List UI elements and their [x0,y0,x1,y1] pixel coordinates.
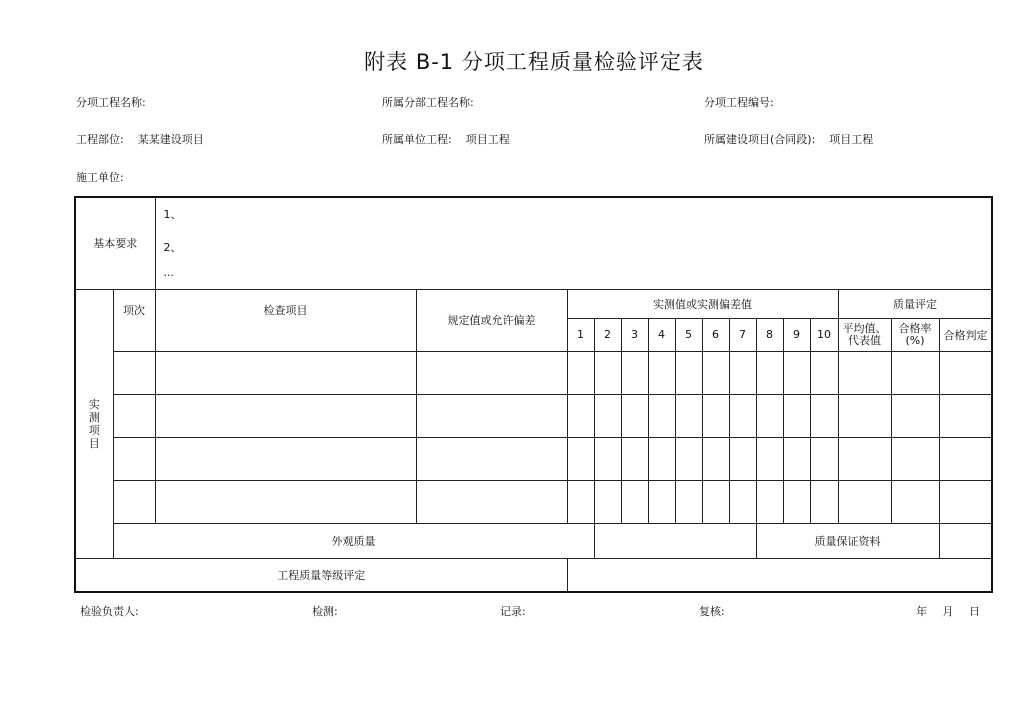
col-quality: 质量评定 [838,289,992,318]
appearance-value [594,523,756,558]
basic-req-item-1: 1、 [163,208,182,221]
recorder-label: 记录: [500,605,526,618]
col-measured: 实测值或实测偏差值 [567,289,838,318]
reviewer-label: 复核: [699,605,725,618]
table-row [75,437,992,480]
measure-num-2: 2 [594,318,621,351]
appearance-label: 外观质量 [113,523,594,558]
unit-field [382,131,510,147]
basic-req-item-2: 2、 [163,241,182,254]
subitem-no-label: 分项工程编号: [704,96,774,109]
measure-num-6: 6 [702,318,729,351]
col-avg: 平均值、代表值 [838,318,891,351]
measured-section-label: 实测项目 [75,289,113,558]
date-label: 年 月 日 [916,605,980,618]
table-row [75,351,992,394]
measure-num-8: 8 [756,318,783,351]
part-field [76,131,204,147]
assurance-value [939,523,992,558]
table-row [75,394,992,437]
col-pass-rate: 合格率(%) [891,318,939,351]
col-item-no: 项次 [113,289,155,351]
col-pass-judge: 合格判定 [939,318,992,351]
measure-num-4: 4 [648,318,675,351]
contractor-label: 施工单位: [76,171,124,184]
grade-value [567,558,992,592]
measure-num-7: 7 [729,318,756,351]
measure-num-3: 3 [621,318,648,351]
basic-req-content [155,197,992,289]
basic-req-item-3: ... [163,266,174,279]
table-row [75,480,992,523]
subitem-name-label: 分项工程名称: [76,96,146,109]
basic-req-label: 基本要求 [75,197,155,289]
project-label: 所属建设项目(合同段): [704,133,816,146]
assurance-label: 质量保证资料 [756,523,939,558]
part-value: 某某建设项目 [137,133,204,146]
grade-label: 工程质量等级评定 [75,558,567,592]
measure-num-5: 5 [675,318,702,351]
project-value: 项目工程 [829,133,874,146]
col-spec: 规定值或允许偏差 [416,289,567,351]
measure-num-9: 9 [783,318,810,351]
project-field [704,131,873,147]
unit-value: 项目工程 [465,133,510,146]
tester-label: 检测: [312,605,338,618]
unit-label: 所属单位工程: [382,133,452,146]
col-check-item: 检查项目 [155,289,416,351]
division-name-label: 所属分部工程名称: [382,96,474,109]
page-title: 附表 B-1 分项工程质量检验评定表 [364,50,704,74]
inspection-table [74,196,993,593]
measure-num-10: 10 [810,318,838,351]
inspector-label: 检验负责人: [80,605,139,618]
part-label: 工程部位: [76,133,124,146]
measure-num-1: 1 [567,318,594,351]
